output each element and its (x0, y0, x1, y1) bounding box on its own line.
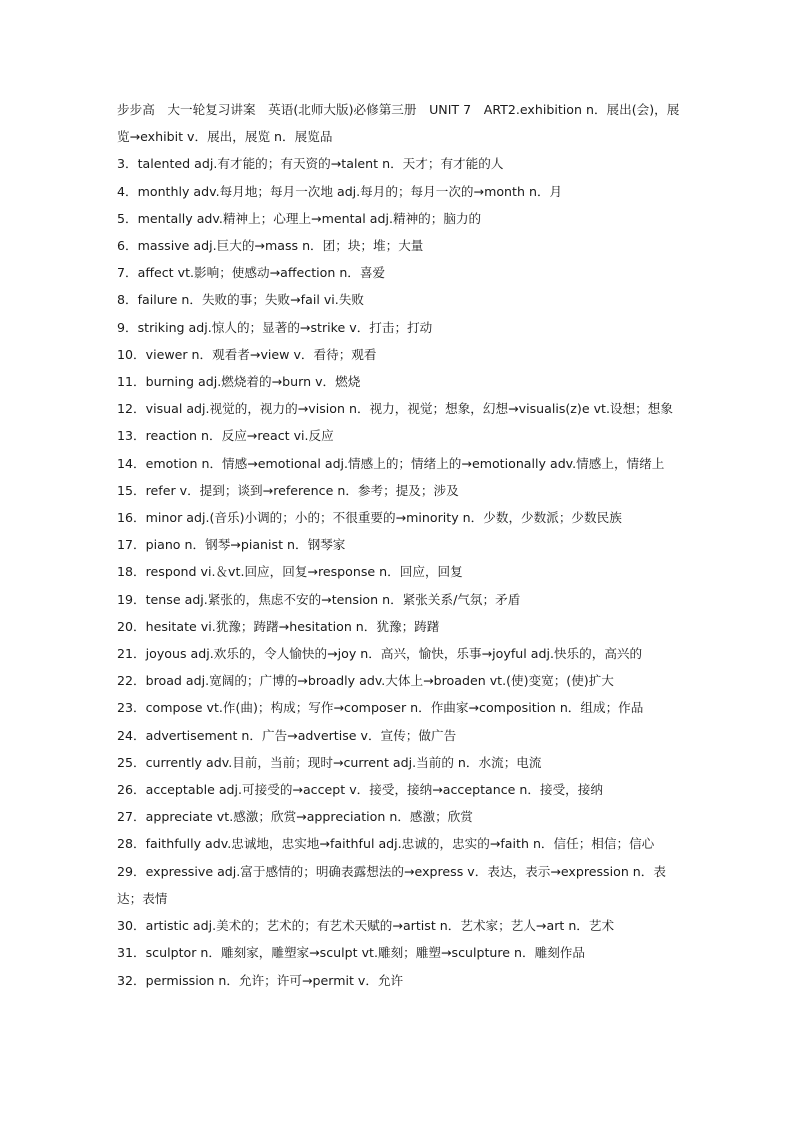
list-item: 28．faithfully adv.忠诚地，忠实地→faithful adj.忠诚的，忠实的→faith n．信任；相信；信心 (117, 836, 655, 852)
list-item: 13．reaction n．反应→react vi.反应 (117, 428, 334, 444)
list-item: 32．permission n．允许；许可→permit v．允许 (117, 972, 404, 988)
list-item: 19．tense adj.紧张的，焦虑不安的→tension n．紧张关系/气氛；矛盾 (117, 591, 521, 607)
list-item: 22．broad adj.宽阔的；广博的→broadly adv.大体上→broaden vt.(使)变宽；(使)扩大 (117, 673, 614, 689)
list-item: 15．refer v．提到；谈到→reference n．参考；提及；涉及 (117, 482, 459, 498)
list-item: 17．piano n．钢琴→pianist n．钢琴家 (117, 537, 346, 553)
list-item: 6．massive adj.巨大的→mass n．团；块；堆；大量 (117, 238, 424, 254)
list-item: 25．currently adv.目前，当前；现时→current adj.当前的 n．水流；电流 (117, 754, 542, 770)
list-item: 23．compose vt.作(曲)；构成；写作→composer n．作曲家→composition n．组成；作品 (117, 700, 644, 716)
list-item: 12．visual adj.视觉的，视力的→vision n．视力，视觉；想象，幻想→visualis(z)e vt.设想；想象 (117, 401, 673, 417)
list-item: 29．expressive adj.富于感情的；明确表露想法的→express v．表达，表示→expression n．表达；表情 (117, 863, 666, 906)
list-item: 3．talented adj.有才能的；有天资的→talent n．天才；有才能的人 (117, 156, 504, 172)
list-item: 30．artistic adj.美术的；艺术的；有艺术天赋的→artist n．艺术家；艺人→art n．艺术 (117, 918, 615, 934)
list-item: 4．monthly adv.每月地；每月一次地 adj.每月的；每月一次的→month n．月 (117, 183, 563, 199)
list-item: 20．hesitate vi.犹豫；踌躇→hesitation n．犹豫；踌躇 (117, 618, 440, 634)
header-line: 步步高 大一轮复习讲案 英语(北师大版)必修第三册 UNIT 7 ART2.exhibition n．展出(会)，展览→exhibit v．展出，展览 n．展览品 (117, 102, 680, 145)
list-item: 5．mentally adv.精神上；心理上→mental adj.精神的；脑力的 (117, 210, 482, 226)
list-item: 14．emotion n．情感→emotional adj.情感上的；情绪上的→emotionally adv.情感上，情绪上 (117, 455, 665, 471)
list-item: 31．sculptor n．雕刻家，雕塑家→sculpt vt.雕刻；雕塑→sculpture n．雕刻作品 (117, 945, 585, 961)
list-item: 10．viewer n．观看者→view v．看待；观看 (117, 346, 377, 362)
list-item: 11．burning adj.燃烧着的→burn v．燃烧 (117, 374, 361, 390)
list-item: 24．advertisement n．广告→advertise v．宣传；做广告 (117, 727, 457, 743)
list-item: 21．joyous adj.欢乐的，令人愉快的→joy n．高兴，愉快，乐事→joyful adj.快乐的，高兴的 (117, 646, 643, 662)
list-item: 7．affect vt.影响；使感动→affection n．喜爱 (117, 265, 386, 281)
vocabulary-list (117, 96, 681, 994)
list-item: 8．failure n．失败的事；失败→fail vi.失败 (117, 292, 364, 308)
list-item: 9．striking adj.惊人的；显著的→strike v．打击；打动 (117, 319, 433, 335)
list-item: 18．respond vi.＆vt.回应，回复→response n．回应，回复 (117, 564, 463, 580)
list-item: 26．acceptable adj.可接受的→accept v．接受，接纳→acceptance n．接受，接纳 (117, 782, 603, 798)
list-item: 16．minor adj.(音乐)小调的；小的；不很重要的→minority n．少数，少数派；少数民族 (117, 510, 622, 526)
list-item: 27．appreciate vt.感激；欣赏→appreciation n．感激；欣赏 (117, 809, 473, 825)
